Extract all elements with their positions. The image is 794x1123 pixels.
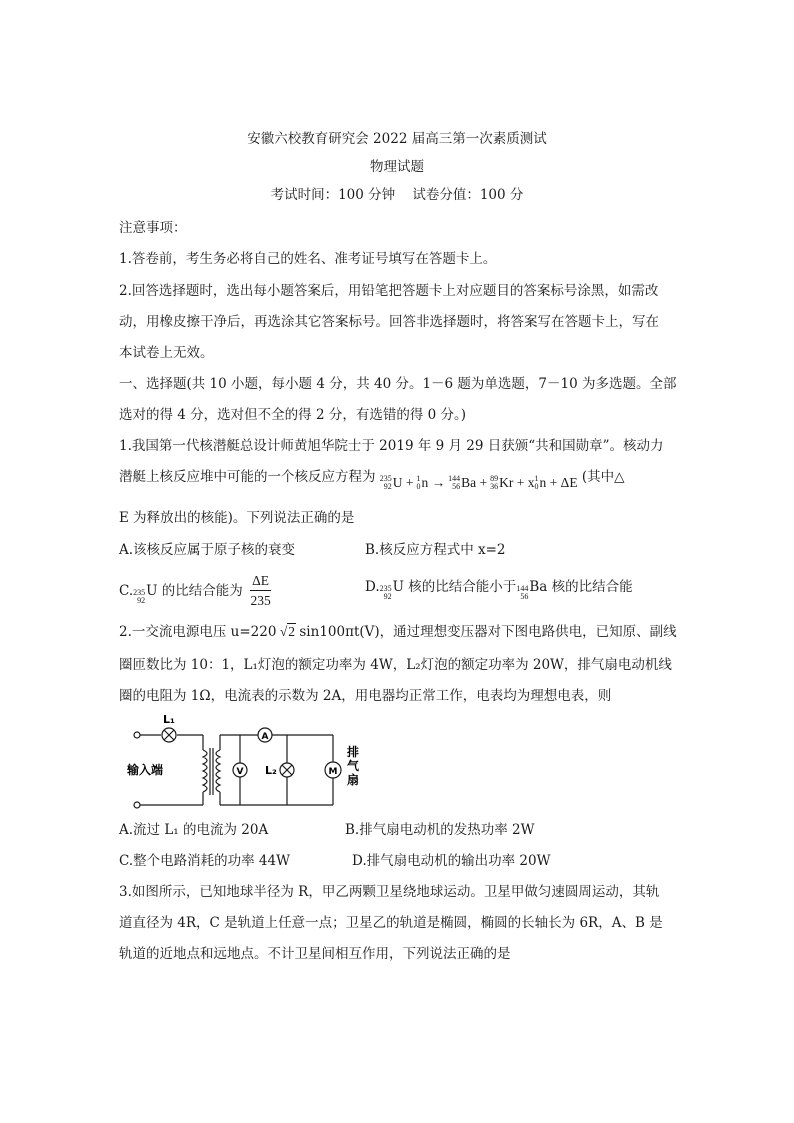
- q1-option-b: B.核反应方程式中 x=2: [365, 542, 506, 558]
- meter-a-label: A: [261, 732, 269, 742]
- q3-stem: 3.如图所示，已知地球半径为 R，甲乙两颗卫星绕地球运动。卫星甲做匀速圆周运动，其轨: [119, 884, 660, 900]
- section-heading: 一、选择题(共 10 小题，每小题 4 分，共 40 分。1－6 题为单选题，7－10 为多选题。全部: [119, 376, 677, 392]
- exam-title: 安徽六校教育研究会 2022 届高三第一次素质测试: [247, 131, 547, 147]
- circuit-diagram: [125, 710, 385, 815]
- q1-stem-text: (其中△: [581, 469, 625, 485]
- l1-label: L₁: [163, 713, 175, 726]
- motor-label: M: [328, 767, 338, 777]
- fraction: $\frac{\Delta E}{235}$: [250, 573, 271, 608]
- section-heading-cont: 选对的得 4 分，选对但不全的得 2 分，有选错的得 0 分。): [119, 407, 467, 423]
- note-item: 动，用橡皮擦干净后，再选涂其它答案标号。回答非选择题时，将答案写在答题卡上，写在: [119, 314, 659, 330]
- nuclear-equation: 235 92 U + 1 0 n → 144 56 Ba + 89 36 Kr + x 1 0 n + ΔE: [379, 474, 578, 491]
- q1-option-d: D. 235 92 U 核的比结合能小于 144 56 Ba 核的比结合能: [365, 579, 633, 601]
- q2-option-a: A.流过 L₁ 的电流为 20A: [119, 822, 269, 838]
- fan-label: 扇: [347, 773, 360, 787]
- q2-option-d: D.排气扇电动机的输出功率 20W: [352, 853, 551, 869]
- q2-stem-cont: 圈匝数比为 10：1，L₁灯泡的额定功率为 4W，L₂灯泡的额定功率为 20W，排气扇电动机线: [119, 657, 672, 673]
- q1-stem-cont: E 为释放出的核能)。下列说法正确的是: [119, 510, 355, 526]
- q2-stem: 2.一交流电源电压 u=220 √2 sin100πt(V)，通过理想变压器对下图电路供电，已知原、副线: [119, 624, 677, 640]
- q1-stem-equation-line: [119, 468, 625, 492]
- q1-stem-text: 潜艇上核反应堆中可能的一个核反应方程为: [119, 469, 376, 485]
- subject-title: 物理试题: [370, 159, 424, 175]
- q2-option-b: B.排气扇电动机的发热功率 2W: [345, 822, 535, 838]
- q1-option-c: C. 235 92 U 的比结合能为 $\frac{\Delta E}{235}$: [119, 572, 274, 611]
- note-item: 2.回答选择题时，选出每小题答案后，用铅笔把答题卡上对应题目的答案标号涂黑，如需改: [119, 283, 659, 299]
- meter-v-label: V: [236, 767, 244, 777]
- sqrt-symbol: √2: [276, 624, 295, 639]
- input-label: 输入端: [127, 763, 164, 777]
- exam-info: 考试时间：100 分钟 试卷分值：100 分: [270, 187, 524, 203]
- fan-label: 排: [347, 745, 360, 759]
- q2-stem-cont: 圈的电阻为 1Ω，电流表的示数为 2A，用电器均正常工作，电表均为理想电表，则: [119, 688, 612, 704]
- q2-option-c: C.整个电路消耗的功率 44W: [119, 853, 290, 869]
- q3-stem-cont: 轨道的近地点和远地点。不计卫星间相互作用，下列说法正确的是: [119, 946, 511, 962]
- q3-stem-cont: 道直径为 4R，C 是轨道上任意一点；卫星乙的轨道是椭圆，椭圆的长轴长为 6R，A、B 是: [119, 915, 663, 931]
- notes-heading: 注意事项：: [119, 220, 187, 236]
- q1-option-a: A.该核反应属于原子核的衰变: [119, 542, 296, 558]
- l2-label: L₂: [265, 764, 277, 777]
- note-item: 本试卷上无效。: [119, 345, 214, 361]
- q1-stem: 1.我国第一代核潜艇总设计师黄旭华院士于 2019 年 9 月 29 日获颁“共和国勋章”。核动力: [119, 438, 664, 454]
- note-item: 1.答卷前，考生务必将自己的姓名、准考证号填写在答题卡上。: [119, 251, 497, 267]
- fan-label: 气: [347, 759, 360, 773]
